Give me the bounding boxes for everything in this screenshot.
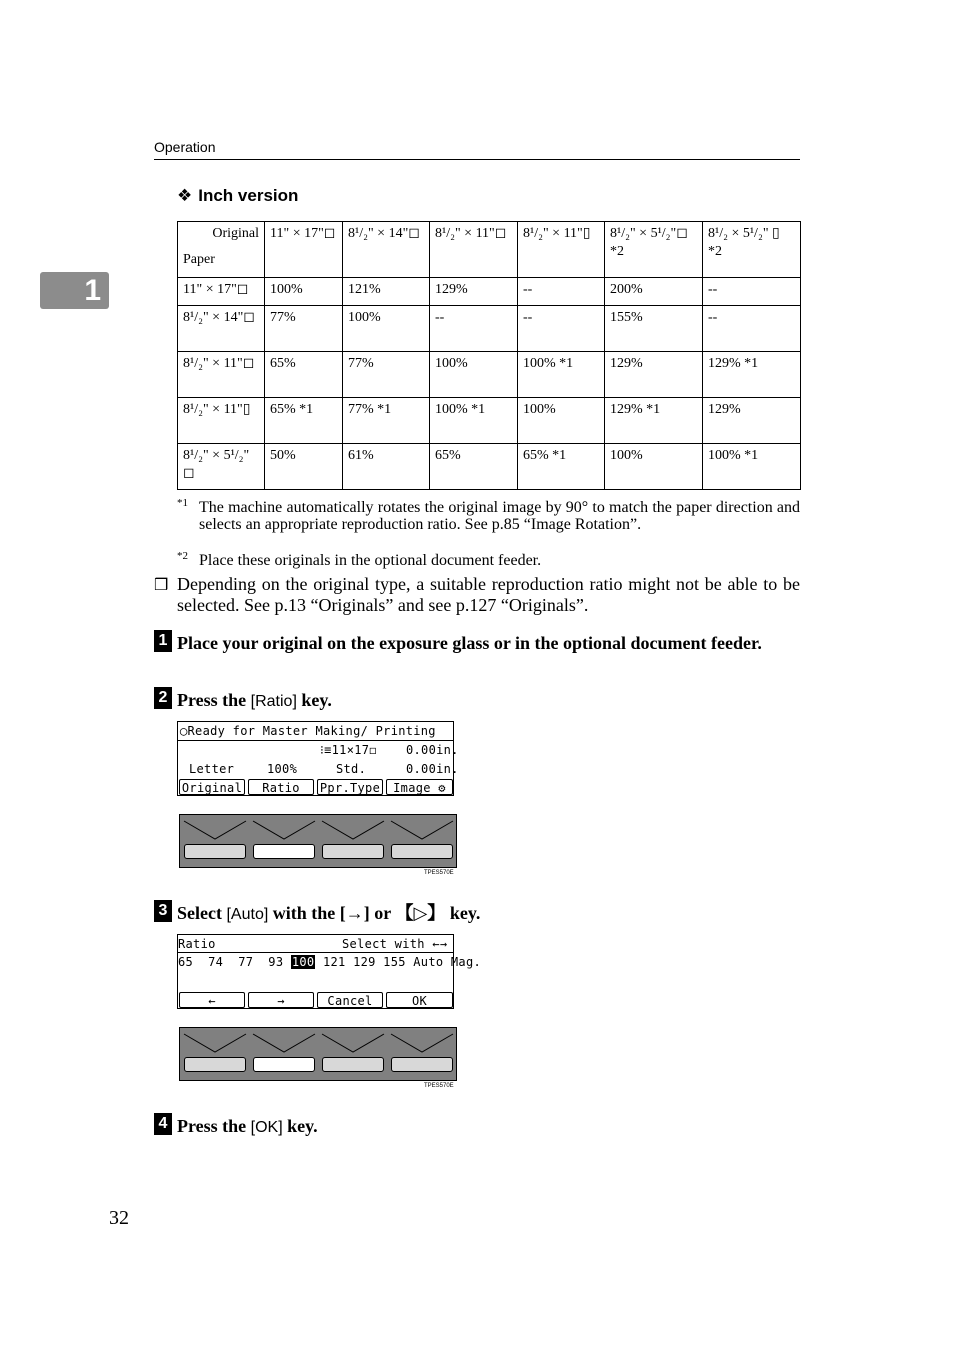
table-row (178, 306, 801, 352)
selection-key-panel (179, 814, 457, 868)
table-cell: 100% *1 (518, 352, 605, 398)
table-cell: 100% (265, 278, 343, 306)
step-text (177, 690, 800, 712)
table-cell: 100% (430, 352, 518, 398)
lcd-right-arrow-button[interactable]: → (248, 992, 314, 1008)
step-number: 3 (154, 900, 172, 922)
auto-key-name: [Auto] (226, 906, 269, 923)
ratio-values: 65 74 77 93 (178, 955, 291, 969)
table-cell: -- (518, 306, 605, 352)
step-text-part: key. (282, 1116, 318, 1136)
lcd-paper-type-button[interactable]: Ppr.Type (317, 779, 383, 795)
footnote-mark: *1 (177, 497, 188, 509)
step-text-part: Press the (177, 690, 251, 710)
lcd-ratio-value: 100% (267, 762, 298, 776)
section-title (177, 186, 298, 206)
ratio-key-name: [Ratio] (250, 693, 297, 710)
table-cell: 100% *1 (703, 444, 801, 490)
selection-key[interactable] (184, 1057, 246, 1072)
table-cell: 129% *1 (703, 352, 801, 398)
footnote-2 (177, 552, 800, 569)
selection-key[interactable] (322, 1057, 384, 1072)
key-arrow-outlines-icon (180, 1028, 458, 1082)
step-2 (154, 690, 800, 712)
column-header: 8¹/₂ × 5¹/₂" ▯ *2 (703, 222, 801, 278)
table-cell: 100% (518, 398, 605, 444)
right-arrow-icon: → (345, 903, 364, 923)
table-cell: 77% (265, 306, 343, 352)
figure-code: TPES570E (424, 870, 454, 876)
table-cell: 65% *1 (518, 444, 605, 490)
row-header: 8¹/₂" × 11"◻ (178, 352, 265, 398)
figure-code: TPES570E (424, 1083, 454, 1089)
checkbox-bullet-icon: ❒ (154, 577, 169, 594)
table-cell: -- (703, 306, 801, 352)
lcd-image-button[interactable]: Image ⚙ (386, 779, 453, 795)
column-header: 8¹/₂" × 11"▯ (518, 222, 605, 278)
section-title-text: Inch version (198, 186, 299, 205)
table-row (178, 278, 801, 306)
step-4 (154, 1116, 800, 1138)
table-cell: 65% (430, 444, 518, 490)
lcd-original-type: Letter (189, 762, 235, 776)
table-cell: 100% (605, 444, 703, 490)
ratio-selected-value[interactable]: 100 (291, 955, 315, 969)
lcd-ratio-button[interactable]: Ratio (248, 779, 314, 795)
step-1 (154, 633, 800, 654)
chapter-tab: 1 (40, 272, 109, 309)
table-cell: 200% (605, 278, 703, 306)
step-number: 2 (154, 687, 172, 709)
step-text: Place your original on the exposure glass or in the optional document feeder. (177, 633, 762, 653)
note-paragraph (154, 574, 800, 616)
selection-key[interactable] (184, 844, 246, 859)
step-text (177, 903, 800, 925)
key-arrow-outlines-icon (180, 815, 458, 869)
lcd-hint: Select with ←→ (342, 937, 448, 951)
table-cell: 77% *1 (343, 398, 430, 444)
lcd-screen-ready (177, 721, 459, 796)
table-cell: -- (430, 306, 518, 352)
row-header: 11" × 17"◻ (178, 278, 265, 306)
table-cell: 61% (343, 444, 430, 490)
selection-key-panel (179, 1027, 457, 1081)
table-cell: 129% (703, 398, 801, 444)
table-cell: 65% *1 (265, 398, 343, 444)
corner-original-label: Original (212, 226, 259, 241)
selection-key-right[interactable] (253, 1057, 315, 1072)
column-header: 11" × 17"◻ (265, 222, 343, 278)
step-text (177, 1116, 800, 1138)
table-cell: 100% *1 (430, 398, 518, 444)
table-corner-cell (178, 222, 265, 278)
selection-key[interactable] (391, 844, 453, 859)
lcd-value: 0.00in. (406, 743, 459, 757)
running-header: Operation (154, 139, 216, 155)
row-header: 8¹/₂" × 11"▯ (178, 398, 265, 444)
row-header: 8¹/₂" × 5¹/₂" ◻ (178, 444, 265, 490)
column-header: 8¹/₂" × 11"◻ (430, 222, 518, 278)
table-row (178, 444, 801, 490)
footnote-text: The machine automatically rotates the original image by 90° to match the paper direction and selects an appropriate reproduction ratio. See p.85 “Image Rotation”. (199, 499, 800, 533)
step-text-part: Select (177, 903, 227, 923)
table-cell: 50% (265, 444, 343, 490)
ok-key-name: [OK] (250, 1119, 283, 1136)
lcd-ratio-list (178, 953, 481, 972)
lcd-original-button[interactable]: Original (179, 779, 245, 795)
table-cell: -- (703, 278, 801, 306)
lcd-cancel-button[interactable]: Cancel (317, 992, 383, 1008)
corner-paper-label: Paper (183, 252, 215, 267)
diamond-bullet-icon: ❖ (177, 186, 193, 205)
step-text-part: with the [ (268, 903, 346, 923)
table-cell: 100% (343, 306, 430, 352)
ratio-values: 121 129 155 Auto Mag. (315, 955, 481, 969)
table-cell: 129% (605, 352, 703, 398)
table-row (178, 352, 801, 398)
table-cell: 129% (430, 278, 518, 306)
table-cell: 121% (343, 278, 430, 306)
page-number: 32 (109, 1207, 129, 1229)
lcd-screen-ratio (177, 934, 481, 1009)
selection-key[interactable] (391, 1057, 453, 1072)
selection-key-ratio[interactable] (253, 844, 315, 859)
table-cell: -- (518, 278, 605, 306)
ratio-table (177, 221, 801, 490)
lcd-ok-button[interactable]: OK (386, 992, 453, 1008)
table-cell: 155% (605, 306, 703, 352)
table-cell: 77% (343, 352, 430, 398)
lcd-left-arrow-button[interactable]: ← (179, 992, 245, 1008)
step-3 (154, 903, 800, 925)
note-text: Depending on the original type, a suitable reproduction ratio might not be able to be selected. See p.13 “Originals” and see p.127 “Originals”. (177, 574, 800, 615)
selection-key[interactable] (322, 844, 384, 859)
table-cell: 129% *1 (605, 398, 703, 444)
footnote-mark: *2 (177, 550, 188, 562)
table-cell: 65% (265, 352, 343, 398)
step-text-part: Press the (177, 1116, 251, 1136)
row-header: 8¹/₂" × 14"◻ (178, 306, 265, 352)
footnote-1 (177, 499, 800, 533)
table-row (178, 398, 801, 444)
lcd-paper-type: Std. (336, 762, 367, 776)
step-text-part: key. (296, 690, 332, 710)
right-triangle-key-icon: 【▷】 (395, 903, 446, 923)
lcd-title: Ratio (178, 937, 216, 951)
table-header-row (178, 222, 801, 278)
column-header: 8¹/₂" × 14"◻ (343, 222, 430, 278)
step-number: 1 (154, 630, 172, 652)
step-text-part: ] or (363, 903, 396, 923)
lcd-value: 0.00in. (406, 762, 459, 776)
lcd-status-line: ◯Ready for Master Making/ Printing (180, 724, 436, 738)
column-header: 8¹/₂" × 5¹/₂"◻ *2 (605, 222, 703, 278)
step-text-part: key. (445, 903, 481, 923)
header-rule (154, 159, 800, 160)
footnote-text: Place these originals in the optional document feeder. (199, 552, 542, 569)
step-number: 4 (154, 1113, 172, 1135)
lcd-paper-size: ⁝≡11×17◻ (320, 743, 377, 757)
